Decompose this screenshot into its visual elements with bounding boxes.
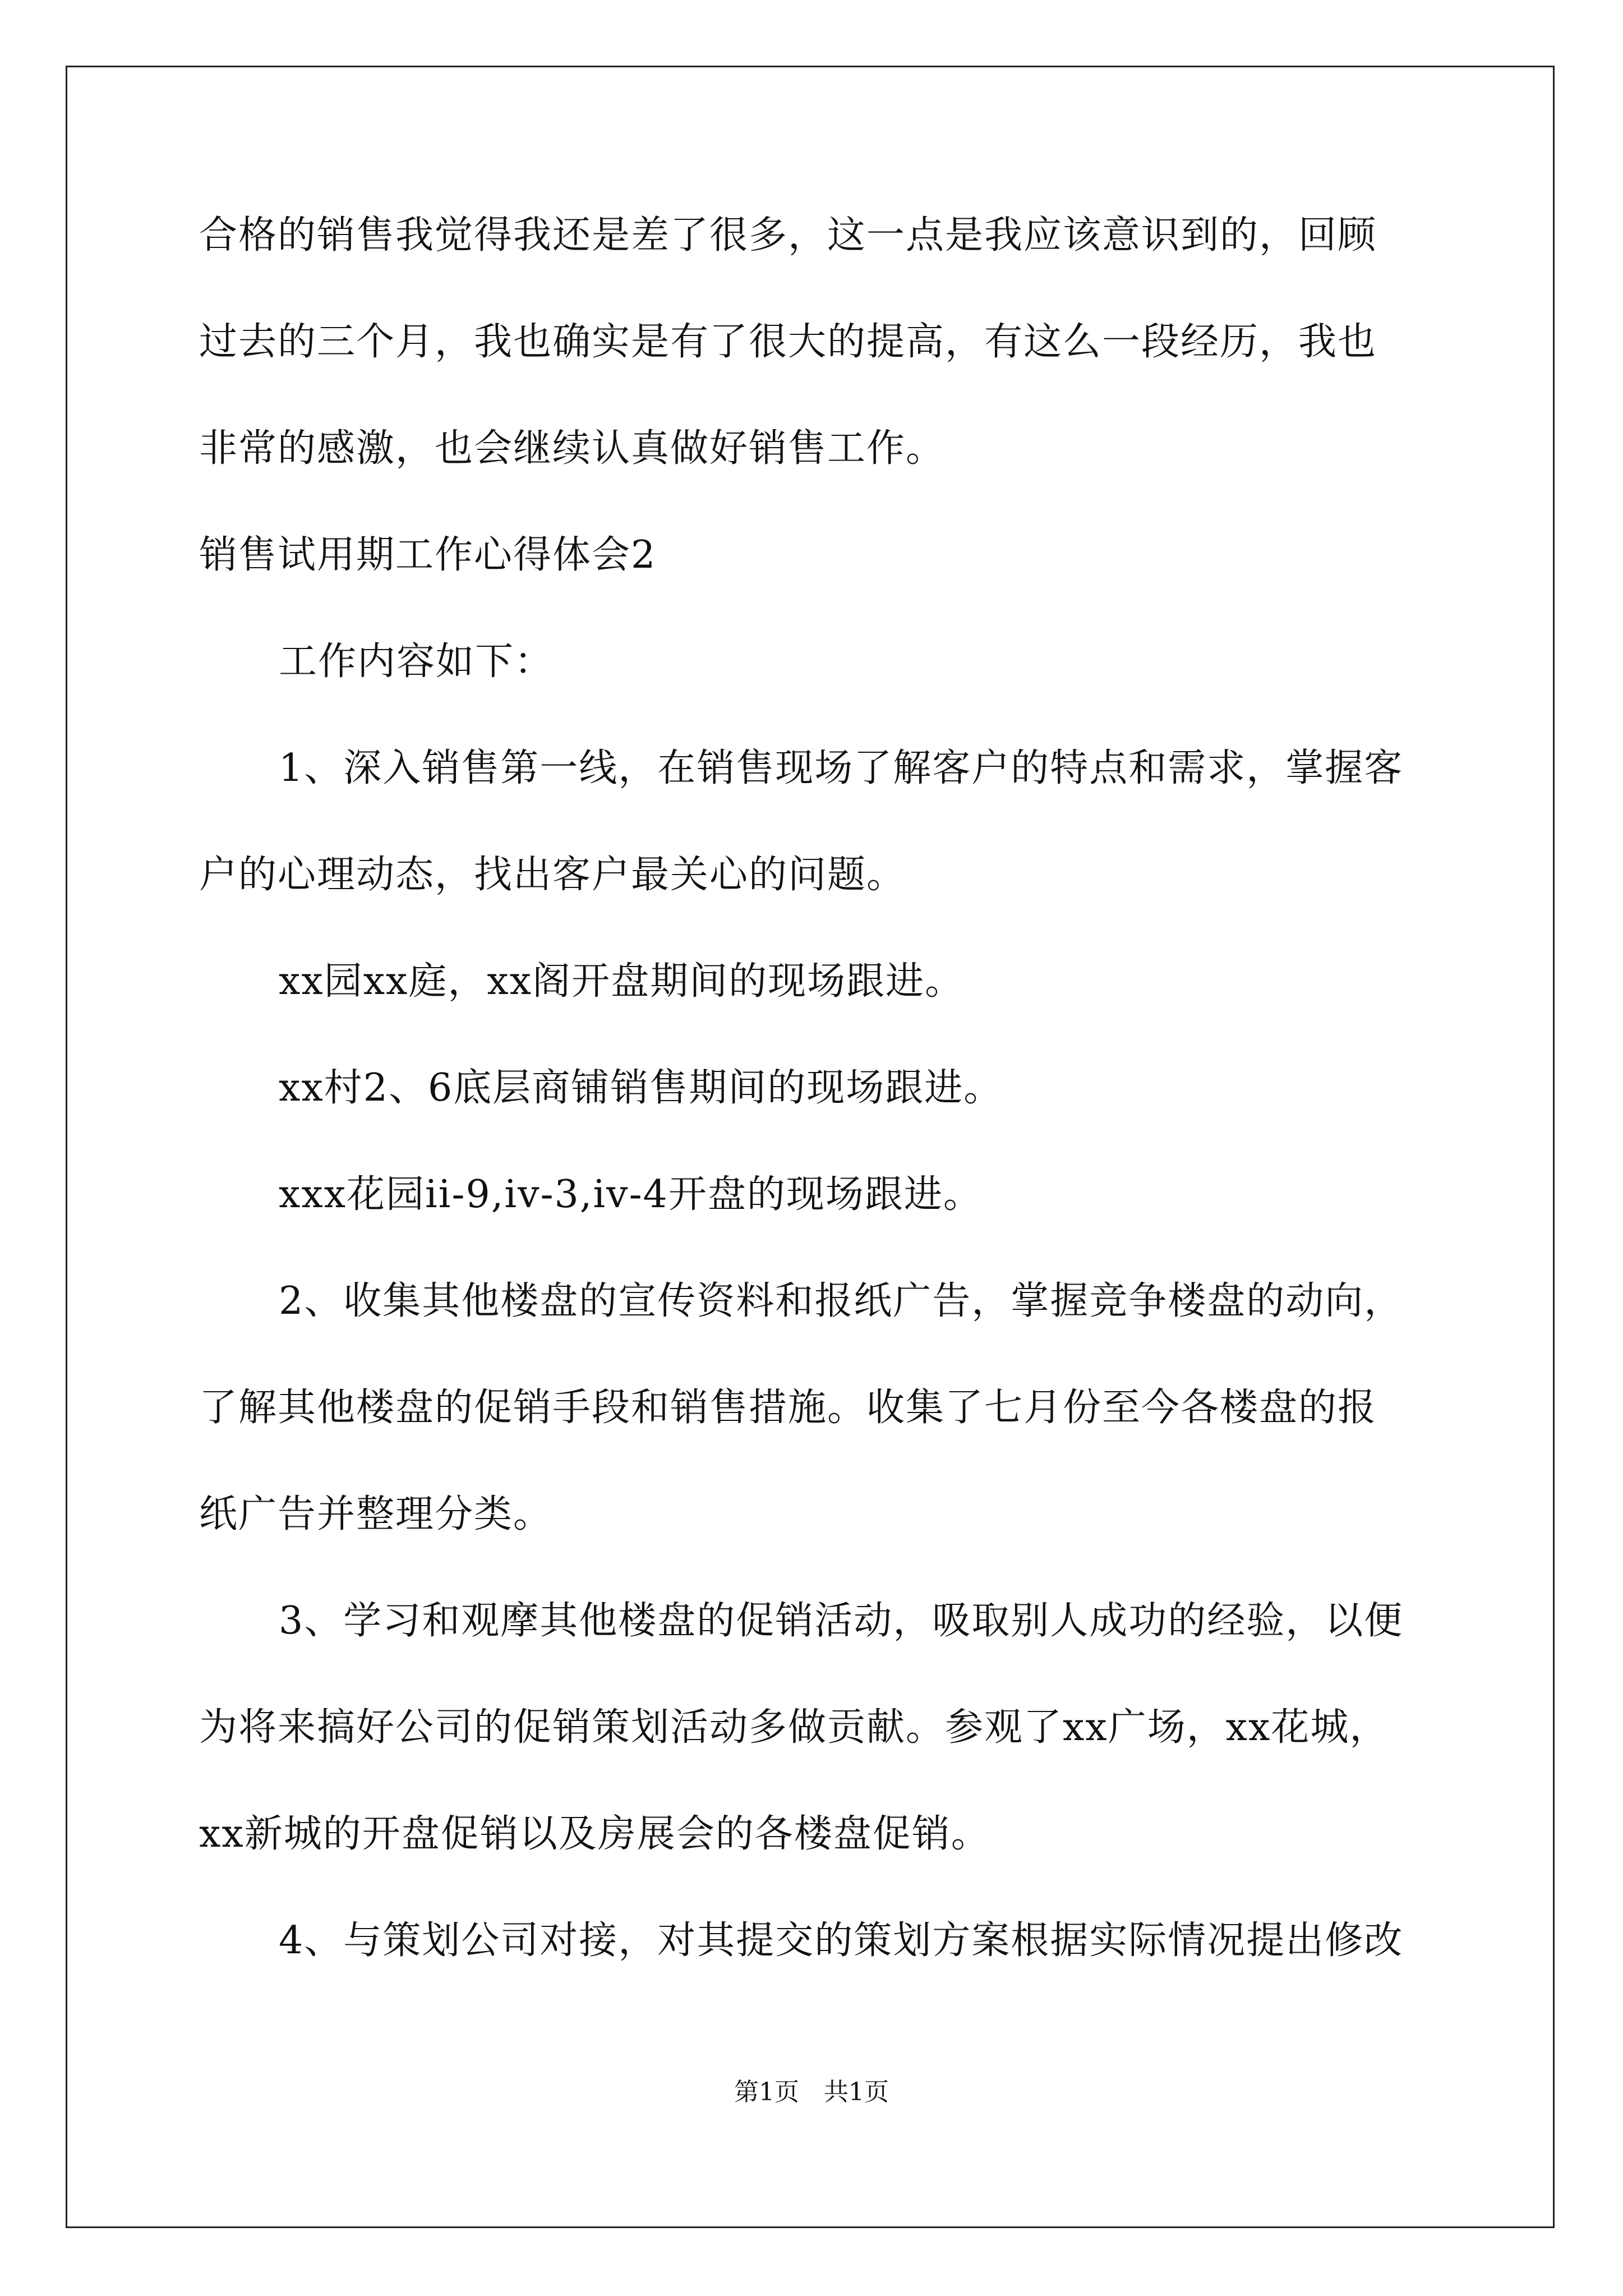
text-line: xxx花园ii-9,iv-3,iv-4开盘的现场跟进。 xyxy=(279,1172,983,1217)
text-line: 3、学习和观摩其他楼盘的促销活动，吸取别人成功的经验，以便 xyxy=(279,1599,1404,1643)
text-line: 1、深入销售第一线，在销售现场了解客户的特点和需求，掌握客 xyxy=(279,746,1404,790)
text-line: 工作内容如下： xyxy=(279,639,554,684)
text-line: 过去的三个月，我也确实是有了很大的提高，有这么一段经历，我也 xyxy=(199,320,1377,364)
page-border xyxy=(66,66,1555,2228)
text-line: 4、与策划公司对接，对其提交的策划方案根据实际情况提出修改 xyxy=(279,1918,1404,1963)
text-line: 合格的销售我觉得我还是差了很多，这一点是我应该意识到的，回顾 xyxy=(199,213,1377,257)
page-number: 第1页 共1页 xyxy=(734,2078,889,2106)
text-line: 了解其他楼盘的促销手段和销售措施。收集了七月份至今各楼盘的报 xyxy=(199,1386,1377,1430)
section-heading: 销售试用期工作心得体会2 xyxy=(199,533,657,577)
text-line: xx园xx庭，xx阁开盘期间的现场跟进。 xyxy=(279,959,965,1004)
text-line: 2、收集其他楼盘的宣传资料和报纸广告，掌握竞争楼盘的动向， xyxy=(279,1279,1404,1323)
text-line: xx新城的开盘促销以及房展会的各楼盘促销。 xyxy=(199,1812,990,1856)
text-line: 纸广告并整理分类。 xyxy=(199,1492,553,1536)
text-line: 非常的感激，也会继续认真做好销售工作。 xyxy=(199,426,946,471)
text-line: 户的心理动态，找出客户最关心的问题。 xyxy=(199,853,906,897)
text-line: xx村2、6底层商铺销售期间的现场跟进。 xyxy=(279,1066,1003,1110)
text-line: 为将来搞好公司的促销策划活动多做贡献。参观了xx广场，xx花城， xyxy=(199,1705,1389,1750)
